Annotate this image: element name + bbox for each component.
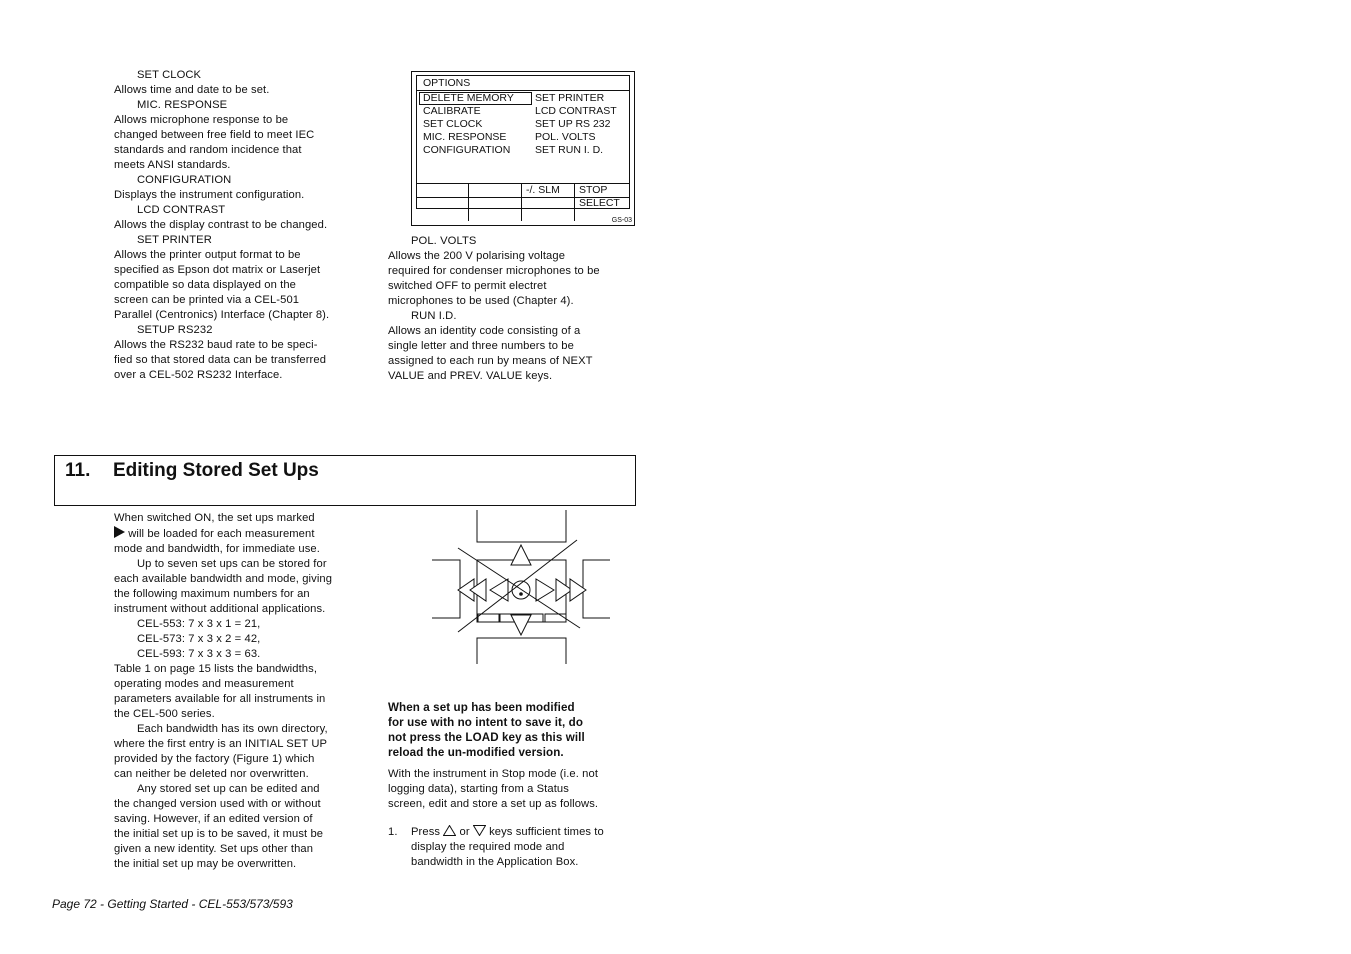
softkey-row — [416, 183, 630, 222]
up-key-icon — [443, 825, 456, 836]
softkey-4 — [575, 184, 630, 221]
menu-item: SET CLOCK — [423, 118, 483, 130]
para-line: where the first entry is an INITIAL SET UP — [114, 738, 328, 750]
option-text: Allows the 200 V polarising voltage — [388, 250, 566, 262]
option-heading: POL. VOLTS — [411, 235, 477, 247]
option-text: single letter and three numbers to be — [388, 340, 574, 352]
step-line: bandwidth in the Application Box. — [411, 856, 579, 868]
para-line: parameters available for all instruments in — [114, 693, 326, 705]
section-title: Editing Stored Set Ups — [113, 460, 319, 481]
para-line: Up to seven set ups can be stored for — [137, 558, 327, 570]
para-line: the initial set up may be overwritten. — [114, 858, 297, 870]
para-line: When switched ON, the set ups marked — [114, 512, 315, 524]
step-text: or — [456, 826, 473, 838]
section-right-column — [388, 700, 638, 870]
menu-item: CONFIGURATION — [423, 144, 511, 156]
option-text: Allows the printer output format to be — [114, 249, 301, 261]
option-text: screen can be printed via a CEL-501 — [114, 294, 300, 306]
menu-item-selected: DELETE MEMORY — [419, 92, 532, 105]
option-heading: RUN I.D. — [411, 310, 457, 322]
option-text: standards and random incidence that — [114, 144, 302, 156]
para-line: With the instrument in Stop mode (i.e. not — [388, 768, 599, 780]
menu-item: LCD CONTRAST — [535, 105, 617, 117]
option-text: compatible so data displayed on the — [114, 279, 296, 291]
para-line: each available bandwidth and mode, giving — [114, 573, 333, 585]
para-line: logging data), starting from a Status — [388, 783, 569, 795]
softkey-1 — [416, 184, 469, 221]
option-text: Allows time and date to be set. — [114, 84, 270, 96]
para-line: Table 1 on page 15 lists the bandwidths, — [114, 663, 318, 675]
option-text: microphones to be used (Chapter 4). — [388, 295, 574, 307]
para-line: the following maximum numbers for an — [114, 588, 310, 600]
section-heading-box — [54, 455, 636, 506]
section-number: 11. — [65, 460, 91, 481]
option-heading: SET PRINTER — [137, 234, 212, 246]
option-text: required for condenser microphones to be — [388, 265, 600, 277]
para-line: saving. However, if an edited version of — [114, 813, 313, 825]
option-text: Allows the RS232 baud rate to be speci- — [114, 339, 318, 351]
option-heading: SETUP RS232 — [137, 324, 213, 336]
section-left-column — [114, 511, 364, 872]
para-line: operating modes and measurement — [114, 678, 294, 690]
para-line: given a new identity. Set ups other than — [114, 843, 314, 855]
page-footer: Page 72 - Getting Started - CEL-553/573/593 — [52, 897, 293, 911]
down-key-icon — [473, 825, 486, 836]
calc-line: CEL-553: 7 x 3 x 1 = 21, — [137, 618, 261, 630]
option-text: changed between free field to meet IEC — [114, 129, 315, 141]
note-line: for use with no intent to save it, do — [388, 716, 584, 729]
para-line: Any stored set up can be edited and — [137, 783, 320, 795]
menu-item: MIC. RESPONSE — [423, 131, 507, 143]
option-text: over a CEL-502 RS232 Interface. — [114, 369, 283, 381]
para-line: instrument without additional applications. — [114, 603, 326, 615]
para-line: will be loaded for each measurement — [125, 528, 315, 540]
option-heading: CONFIGURATION — [137, 174, 232, 186]
calc-line: CEL-593: 7 x 3 x 3 = 63. — [137, 648, 261, 660]
note-line: not press the LOAD key as this will — [388, 731, 585, 744]
option-text: assigned to each run by means of NEXT — [388, 355, 593, 367]
para-line: mode and bandwidth, for immediate use. — [114, 543, 320, 555]
option-text: Displays the instrument configuration. — [114, 189, 305, 201]
option-text: VALUE and PREV. VALUE keys. — [388, 370, 553, 382]
softkey-4-label-select: SELECT — [579, 197, 620, 209]
option-heading: MIC. RESPONSE — [137, 99, 228, 111]
para-line: the changed version used with or without — [114, 798, 321, 810]
option-heading: LCD CONTRAST — [137, 204, 226, 216]
softkey-3 — [522, 184, 575, 221]
play-marker-icon — [114, 526, 125, 538]
option-text: Allows microphone response to be — [114, 114, 289, 126]
option-text: specified as Epson dot matrix or Laserjet — [114, 264, 321, 276]
option-text: switched OFF to permit electret — [388, 280, 547, 292]
note-line: When a set up has been modified — [388, 701, 575, 714]
screen-right-menu — [535, 92, 617, 157]
option-text: Allows the display contrast to be changed. — [114, 219, 328, 231]
screen-title: OPTIONS — [417, 76, 629, 91]
para-line: screen, edit and store a set up as follows. — [388, 798, 599, 810]
right-column-options — [388, 234, 638, 384]
left-column-options — [114, 68, 364, 383]
para-line: Each bandwidth has its own directory, — [137, 723, 328, 735]
menu-item: CALIBRATE — [423, 105, 481, 117]
screen-left-menu — [423, 92, 532, 157]
softkey-3-label: -/. SLM — [526, 184, 560, 196]
menu-item: SET PRINTER — [535, 92, 605, 104]
menu-item: SET UP RS 232 — [535, 118, 611, 130]
menu-item: SET RUN I. D. — [535, 144, 604, 156]
para-line: provided by the factory (Figure 1) which — [114, 753, 315, 765]
softkey-4-label-stop: STOP — [579, 184, 608, 196]
step-line: display the required mode and — [411, 841, 565, 853]
step-number: 1. — [388, 826, 398, 838]
para-line: the initial set up is to be saved, it must be — [114, 828, 324, 840]
options-screen-figure — [411, 71, 635, 226]
calc-line: CEL-573: 7 x 3 x 2 = 42, — [137, 633, 261, 645]
para-line: can neither be deleted nor overwritten. — [114, 768, 309, 780]
note-line: reload the un-modified version. — [388, 746, 564, 759]
softkey-2 — [469, 184, 522, 221]
para-line: the CEL-500 series. — [114, 708, 215, 720]
option-text: Allows an identity code consisting of a — [388, 325, 581, 337]
option-text: meets ANSI standards. — [114, 159, 231, 171]
option-heading: SET CLOCK — [137, 69, 202, 81]
keypad-diagram — [430, 510, 620, 668]
step-text: keys sufficient times to — [485, 826, 604, 838]
option-text: fied so that stored data can be transferred — [114, 354, 327, 366]
option-text: Parallel (Centronics) Interface (Chapter 8). — [114, 309, 330, 321]
menu-item: POL. VOLTS — [535, 131, 596, 143]
step-text: Press — [411, 826, 444, 838]
figure-code: GS-03 — [611, 217, 632, 224]
